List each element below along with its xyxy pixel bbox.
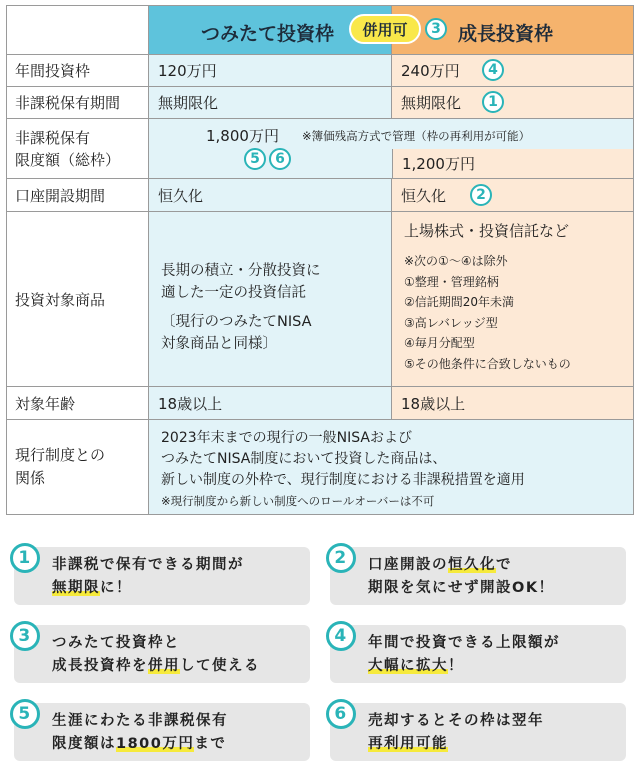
card-highlight: 1800万円 <box>116 736 195 752</box>
seicho-product-title: 上場株式・投資信託など <box>404 222 570 240</box>
relation-line: 2023年末までの現行の一般NISAおよび <box>161 430 412 446</box>
number-4-icon: 4 <box>482 59 504 81</box>
card-line <box>368 577 626 600</box>
limit-seicho-value: 1,200万円 <box>392 149 634 179</box>
card-line <box>368 632 626 655</box>
header-tsumitate-label: つみたて投資枠 <box>201 23 335 45</box>
seicho-product-line: ※次の①〜④は除外 <box>404 254 508 268</box>
number-5-icon: 5 <box>10 699 40 729</box>
row-period-label: 非課税保有期間 <box>6 87 149 119</box>
relation-label-line2: 関係 <box>15 469 46 487</box>
account-tsumitate-value: 恒久化 <box>149 179 392 212</box>
card-highlight: 恒久化 <box>448 557 496 573</box>
number-2-icon: 2 <box>326 543 356 573</box>
annual-tsumitate-value: 120万円 <box>149 55 392 87</box>
period-tsumitate-value: 無期限化 <box>149 87 392 119</box>
number-6-icon: 6 <box>326 699 356 729</box>
card-line <box>52 577 310 600</box>
header-empty-cell <box>6 5 149 55</box>
row-age-label: 対象年齢 <box>6 387 149 420</box>
seicho-product-line: ④毎月分配型 <box>404 336 475 350</box>
header-heiyou-badge: 併用可 <box>349 14 421 44</box>
card-text: に！ <box>100 580 132 596</box>
summary-card-5 <box>14 703 310 761</box>
row-account-label: 口座開設期間 <box>6 179 149 212</box>
card-line <box>368 554 626 577</box>
number-6-icon: 6 <box>269 148 291 170</box>
tsumitate-product-line: 適した一定の投資信託 <box>161 285 306 301</box>
account-seicho-value: 恒久化 <box>392 179 634 212</box>
card-text: 年間で投資できる上限額が <box>368 635 560 651</box>
card-text: まで <box>194 736 227 752</box>
summary-card-1 <box>14 547 310 605</box>
seicho-product-line: ①整理・管理銘柄 <box>404 274 499 289</box>
card-text: 口座開設の <box>368 557 448 573</box>
row-limit-label <box>6 119 149 179</box>
card-line <box>368 655 626 678</box>
card-text: 売却するとその枠は翌年 <box>368 713 544 729</box>
card-text: 限度額は <box>52 736 116 752</box>
card-text: 成長投資枠を <box>52 658 148 674</box>
card-highlight: 無期限 <box>52 580 100 596</box>
number-1-icon: 1 <box>10 543 40 573</box>
limit-total-value: 1,800万円 <box>206 127 279 145</box>
card-text: ！ <box>448 658 464 674</box>
relation-line: つみたてNISA制度において投資した商品は、 <box>161 451 447 467</box>
relation-note: ※現行制度から新しい制度へのロールオーバーは不可 <box>161 494 435 508</box>
tsumitate-product-line: 対象商品と同様〕 <box>161 336 277 352</box>
limit-note: ※簿価残高方式で管理（枠の再利用が可能） <box>302 129 531 143</box>
card-line <box>368 710 626 733</box>
number-3-icon: 3 <box>425 18 447 40</box>
tsumitate-product-line: 長期の積立・分散投資に <box>161 263 321 279</box>
age-seicho-value: 18歳以上 <box>392 387 634 420</box>
number-3-icon: 3 <box>10 621 40 651</box>
row-products-label: 投資対象商品 <box>6 212 149 387</box>
row-annual-label: 年間投資枠 <box>6 55 149 87</box>
card-text: で <box>496 557 512 573</box>
products-seicho-cell <box>392 212 634 387</box>
limit-label-line1: 非課税保有 <box>15 128 91 147</box>
card-text: つみたて投資枠と <box>52 635 180 651</box>
number-5-icon: 5 <box>244 148 266 170</box>
card-text: して使える <box>180 658 260 674</box>
relation-line: 新しい制度の外枠で、現行制度における非課税措置を適用 <box>161 472 525 488</box>
summary-card-2 <box>330 547 626 605</box>
limit-label-line2: 限度額（総枠） <box>15 150 121 169</box>
relation-label-line1: 現行制度との <box>15 446 106 464</box>
card-highlight: 大幅に拡大 <box>368 658 448 674</box>
number-2-icon: 2 <box>470 184 492 206</box>
card-line <box>52 733 310 756</box>
card-line <box>52 710 310 733</box>
seicho-product-line: ⑤その他条件に合致しないもの <box>404 356 571 371</box>
summary-card-6 <box>330 703 626 761</box>
card-text: 期限を気にせず開設OK！ <box>368 580 555 596</box>
nisa-comparison-table <box>6 5 634 515</box>
card-highlight: 再利用可能 <box>368 736 448 752</box>
card-highlight: 併用 <box>148 658 180 674</box>
products-tsumitate-cell <box>149 212 392 387</box>
summary-card-3 <box>14 625 310 683</box>
card-line <box>52 655 310 678</box>
age-tsumitate-value: 18歳以上 <box>149 387 392 420</box>
number-4-icon: 4 <box>326 621 356 651</box>
tsumitate-product-line: 〔現行のつみたてNISA <box>161 314 312 330</box>
relation-cell <box>149 420 634 515</box>
seicho-product-line: ②信託期間20年未満 <box>404 295 515 309</box>
annual-seicho-value: 240万円 <box>392 55 634 87</box>
period-seicho-value: 無期限化 <box>392 87 634 119</box>
card-line <box>52 632 310 655</box>
card-text: 生涯にわたる非課税保有 <box>52 713 228 729</box>
summary-card-4 <box>330 625 626 683</box>
row-relation-label <box>6 420 149 515</box>
card-line <box>368 733 626 756</box>
card-text: 非課税で保有できる期間が <box>52 557 244 573</box>
header-seicho-label: 成長投資枠 <box>458 23 554 45</box>
card-line <box>52 554 310 577</box>
number-1-icon: 1 <box>482 91 504 113</box>
seicho-product-line: ③高レバレッジ型 <box>404 315 498 330</box>
